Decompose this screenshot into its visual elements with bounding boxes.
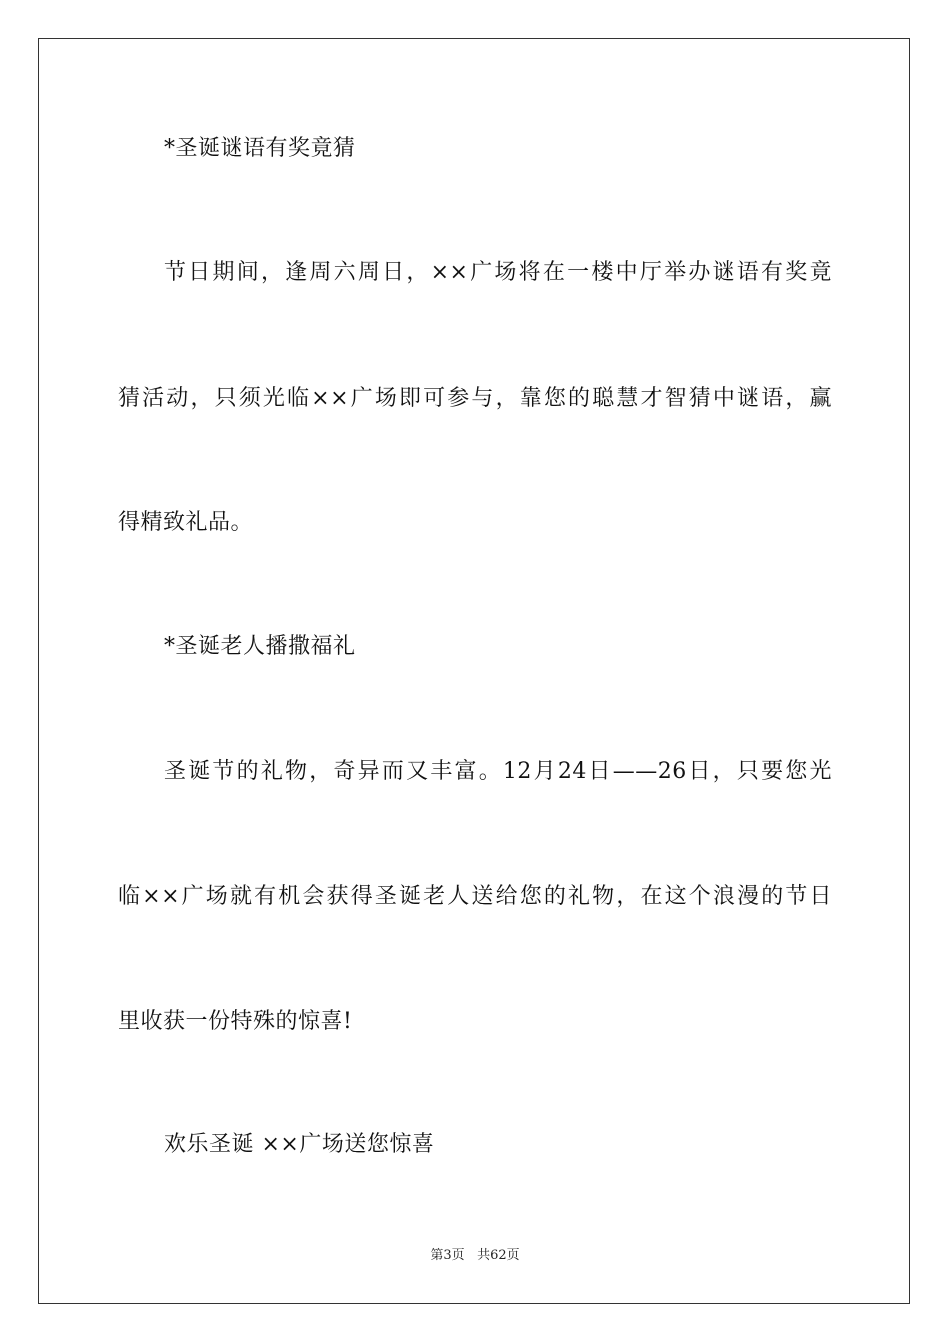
paragraph-line: 临××广场就有机会获得圣诞老人送给您的礼物，在这个浪漫的节日 bbox=[118, 884, 832, 909]
paragraph-line: 得精致礼品。 bbox=[118, 510, 254, 535]
page-total: 共62页 bbox=[477, 1248, 520, 1263]
paragraph-line: 圣诞节的礼物，奇异而又丰富。12月24日——26日，只要您光 bbox=[164, 759, 832, 784]
section-heading-christmas: 欢乐圣诞 ××广场送您惊喜 bbox=[164, 1132, 435, 1157]
section-heading-santa: *圣诞老人播撒福礼 bbox=[164, 634, 356, 659]
paragraph-line: 节日期间，逢周六周日，××广场将在一楼中厅举办谜语有奖竟 bbox=[164, 260, 832, 285]
page-border bbox=[38, 38, 910, 1304]
paragraph-line: 里收获一份特殊的惊喜! bbox=[118, 1009, 353, 1034]
page-footer bbox=[0, 1247, 950, 1265]
paragraph-line: 猜活动，只须光临××广场即可参与，靠您的聪慧才智猜中谜语，赢 bbox=[118, 386, 832, 411]
section-heading-riddle: *圣诞谜语有奖竟猜 bbox=[164, 136, 356, 161]
page-number: 第3页 bbox=[430, 1248, 465, 1263]
